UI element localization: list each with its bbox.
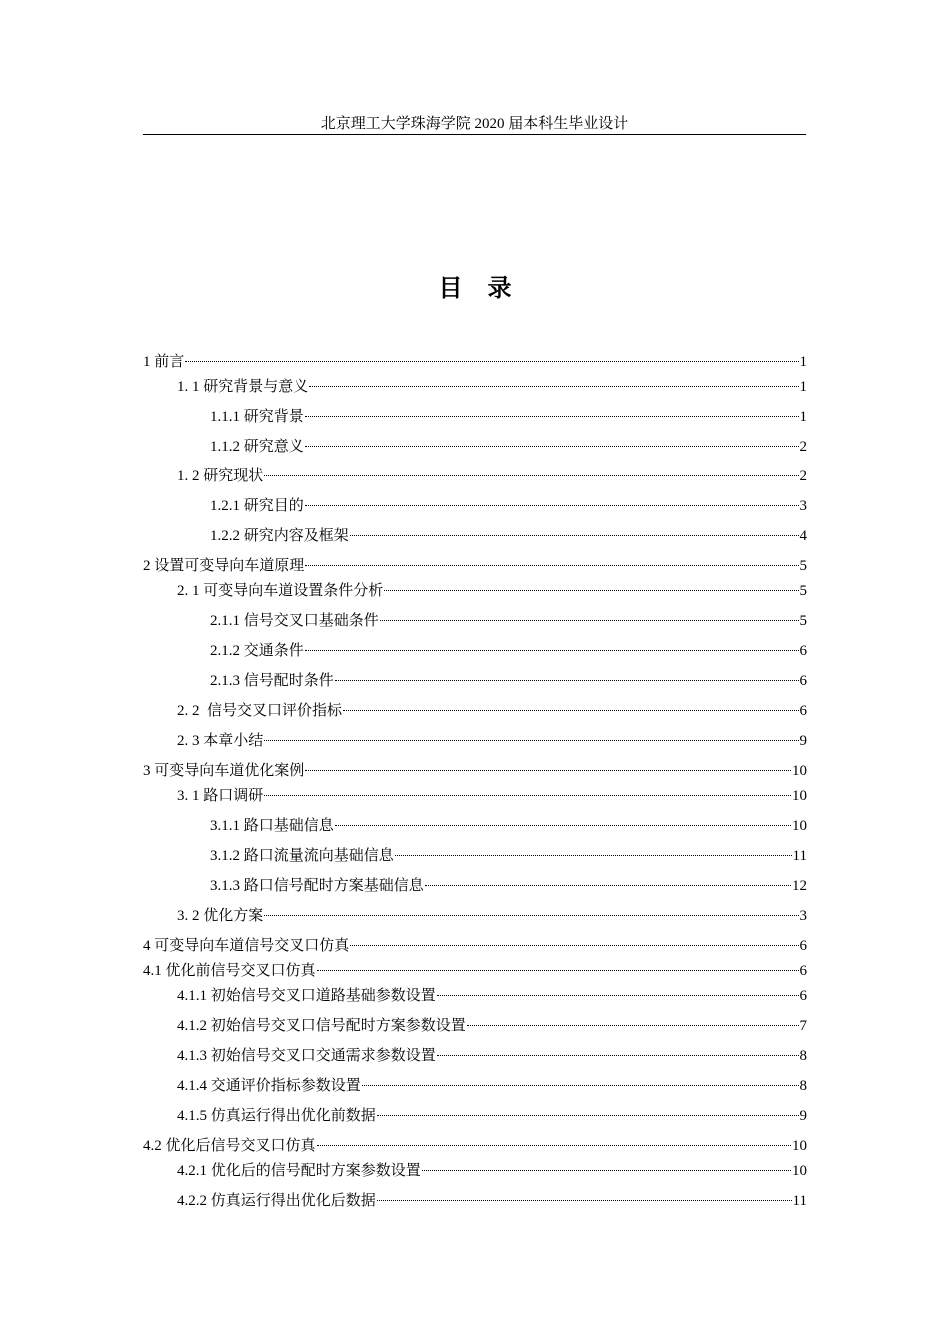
- toc-entry[interactable]: [143, 1189, 807, 1213]
- toc-entry[interactable]: [143, 1074, 807, 1098]
- toc-entry[interactable]: [143, 405, 807, 429]
- toc-page-number: 3: [799, 498, 807, 514]
- toc-entry-label: 1 前言: [143, 354, 185, 370]
- toc-entry-label: 3.1.2 路口流量流向基础信息: [210, 848, 394, 864]
- page-title: 目 录: [438, 274, 512, 302]
- toc-entry[interactable]: [143, 1104, 807, 1128]
- toc-entry[interactable]: [143, 1134, 807, 1158]
- toc-entry-label: 1.1.1 研究背景: [210, 409, 304, 425]
- toc-dot-leader: [425, 885, 791, 886]
- toc-entry-label: 3. 2 优化方案: [177, 908, 264, 924]
- toc-entry[interactable]: [143, 464, 807, 488]
- toc-entry[interactable]: [143, 609, 807, 633]
- toc-page-number: 8: [799, 1048, 807, 1064]
- toc-entry-label: 4.2 优化后信号交叉口仿真: [143, 1138, 316, 1154]
- toc-dot-leader: [264, 740, 798, 741]
- toc-entry-label: 1.2.1 研究目的: [210, 498, 304, 514]
- toc-dot-leader: [343, 710, 798, 711]
- toc-page-number: 2: [799, 468, 807, 484]
- toc-dot-leader: [377, 1115, 799, 1116]
- toc-entry-label: 1. 2 研究现状: [177, 468, 264, 484]
- toc-page-number: 5: [799, 613, 807, 629]
- page-header: 北京理工大学珠海学院 2020 届本科生毕业设计: [143, 115, 806, 135]
- toc-page-number: 7: [799, 1018, 807, 1034]
- toc-entry-label: 2. 1 可变导向车道设置条件分析: [177, 583, 384, 599]
- toc-entry-label: 2.1.1 信号交叉口基础条件: [210, 613, 379, 629]
- toc-dot-leader: [384, 590, 798, 591]
- toc-page-number: 10: [792, 763, 807, 779]
- toc-entry[interactable]: [143, 350, 807, 374]
- toc-entry-label: 4.1.3 初始信号交叉口交通需求参数设置: [177, 1048, 436, 1064]
- toc-entry-label: 4.1.1 初始信号交叉口道路基础参数设置: [177, 988, 436, 1004]
- toc-entry[interactable]: [143, 524, 807, 548]
- toc-page-number: 6: [799, 703, 807, 719]
- toc-page-number: 11: [792, 1193, 807, 1209]
- toc-dot-leader: [309, 386, 798, 387]
- toc-entry[interactable]: [143, 1044, 807, 1068]
- toc-dot-leader: [362, 1085, 799, 1086]
- toc-entry-label: 4 可变导向车道信号交叉口仿真: [143, 938, 350, 954]
- toc-entry-label: 4.1.4 交通评价指标参数设置: [177, 1078, 361, 1094]
- toc-entry[interactable]: [143, 699, 807, 723]
- toc-entry-label: 4.1.2 初始信号交叉口信号配时方案参数设置: [177, 1018, 466, 1034]
- toc-page-number: 1: [799, 379, 807, 395]
- toc-page-number: 11: [792, 848, 807, 864]
- toc-entry-label: 3.1.1 路口基础信息: [210, 818, 334, 834]
- toc-entry-label: 1.1.2 研究意义: [210, 439, 304, 455]
- toc-entry-label: 4.1.5 仿真运行得出优化前数据: [177, 1108, 376, 1124]
- toc-entry[interactable]: [143, 984, 807, 1008]
- toc-page-number: 1: [799, 354, 807, 370]
- toc-dot-leader: [305, 565, 798, 566]
- toc-entry-label: 2 设置可变导向车道原理: [143, 558, 305, 574]
- toc-entry[interactable]: [143, 669, 807, 693]
- toc-dot-leader: [305, 650, 799, 651]
- toc-page-number: 6: [799, 643, 807, 659]
- toc-entry-label: 4.2.2 仿真运行得出优化后数据: [177, 1193, 376, 1209]
- toc-dot-leader: [264, 795, 791, 796]
- toc-entry[interactable]: [143, 729, 807, 753]
- toc-entry-label: 2. 3 本章小结: [177, 733, 264, 749]
- toc-entry[interactable]: [143, 375, 807, 399]
- toc-entry-label: 3 可变导向车道优化案例: [143, 763, 305, 779]
- toc-page-number: 3: [799, 908, 807, 924]
- toc-entry-label: 3.1.3 路口信号配时方案基础信息: [210, 878, 424, 894]
- toc-entry-label: 2.1.2 交通条件: [210, 643, 304, 659]
- toc-entry-label: 2.1.3 信号配时条件: [210, 673, 334, 689]
- toc-page-number: 4: [799, 528, 807, 544]
- toc-entry[interactable]: [143, 1014, 807, 1038]
- toc-dot-leader: [317, 970, 799, 971]
- toc-dot-leader: [305, 416, 799, 417]
- toc-entry-label: 4.1 优化前信号交叉口仿真: [143, 963, 316, 979]
- toc-entry-label: 1.2.2 研究内容及框架: [210, 528, 349, 544]
- toc-entry[interactable]: [143, 959, 807, 983]
- toc-dot-leader: [377, 1200, 792, 1201]
- toc-page-number: 12: [792, 878, 807, 894]
- toc-dot-leader: [395, 855, 792, 856]
- toc-entry[interactable]: [143, 874, 807, 898]
- toc-entry[interactable]: [143, 639, 807, 663]
- toc-page-number: 2: [799, 439, 807, 455]
- toc-page-number: 6: [799, 938, 807, 954]
- toc-page-number: 10: [792, 1138, 807, 1154]
- table-of-contents: [143, 0, 807, 1344]
- toc-dot-leader: [467, 1025, 799, 1026]
- toc-dot-leader: [350, 535, 799, 536]
- toc-page-number: 6: [799, 963, 807, 979]
- toc-dot-leader: [185, 361, 798, 362]
- toc-page-number: 9: [799, 733, 807, 749]
- toc-entry[interactable]: [143, 934, 807, 958]
- toc-entry[interactable]: [143, 814, 807, 838]
- toc-entry-label: 2. 2 信号交叉口评价指标: [177, 703, 343, 719]
- toc-entry[interactable]: [143, 784, 807, 808]
- toc-page-number: 5: [799, 583, 807, 599]
- toc-dot-leader: [305, 770, 791, 771]
- toc-page-number: 8: [799, 1078, 807, 1094]
- toc-dot-leader: [305, 446, 799, 447]
- toc-page-number: 9: [799, 1108, 807, 1124]
- toc-entry[interactable]: [143, 579, 807, 603]
- toc-entry[interactable]: [143, 554, 807, 578]
- toc-dot-leader: [264, 475, 798, 476]
- toc-page-number: 10: [792, 788, 807, 804]
- toc-dot-leader: [380, 620, 799, 621]
- toc-entry[interactable]: [143, 844, 807, 868]
- toc-entry-label: 1. 1 研究背景与意义: [177, 379, 309, 395]
- toc-dot-leader: [350, 945, 798, 946]
- toc-entry-label: 3. 1 路口调研: [177, 788, 264, 804]
- toc-page-number: 6: [799, 673, 807, 689]
- toc-dot-leader: [264, 915, 798, 916]
- toc-dot-leader: [437, 995, 799, 996]
- toc-entry[interactable]: [143, 904, 807, 928]
- toc-page-number: 10: [792, 818, 807, 834]
- toc-entry-label: 4.2.1 优化后的信号配时方案参数设置: [177, 1163, 421, 1179]
- toc-page-number: 10: [792, 1163, 807, 1179]
- toc-page-number: 6: [799, 988, 807, 1004]
- toc-entry[interactable]: [143, 759, 807, 783]
- toc-dot-leader: [437, 1055, 799, 1056]
- toc-entry[interactable]: [143, 494, 807, 518]
- toc-dot-leader: [335, 680, 799, 681]
- toc-dot-leader: [422, 1170, 791, 1171]
- toc-dot-leader: [335, 825, 791, 826]
- toc-entry[interactable]: [143, 435, 807, 459]
- toc-dot-leader: [305, 505, 799, 506]
- toc-page-number: 5: [799, 558, 807, 574]
- toc-dot-leader: [317, 1145, 791, 1146]
- toc-page-number: 1: [799, 409, 807, 425]
- toc-entry[interactable]: [143, 1159, 807, 1183]
